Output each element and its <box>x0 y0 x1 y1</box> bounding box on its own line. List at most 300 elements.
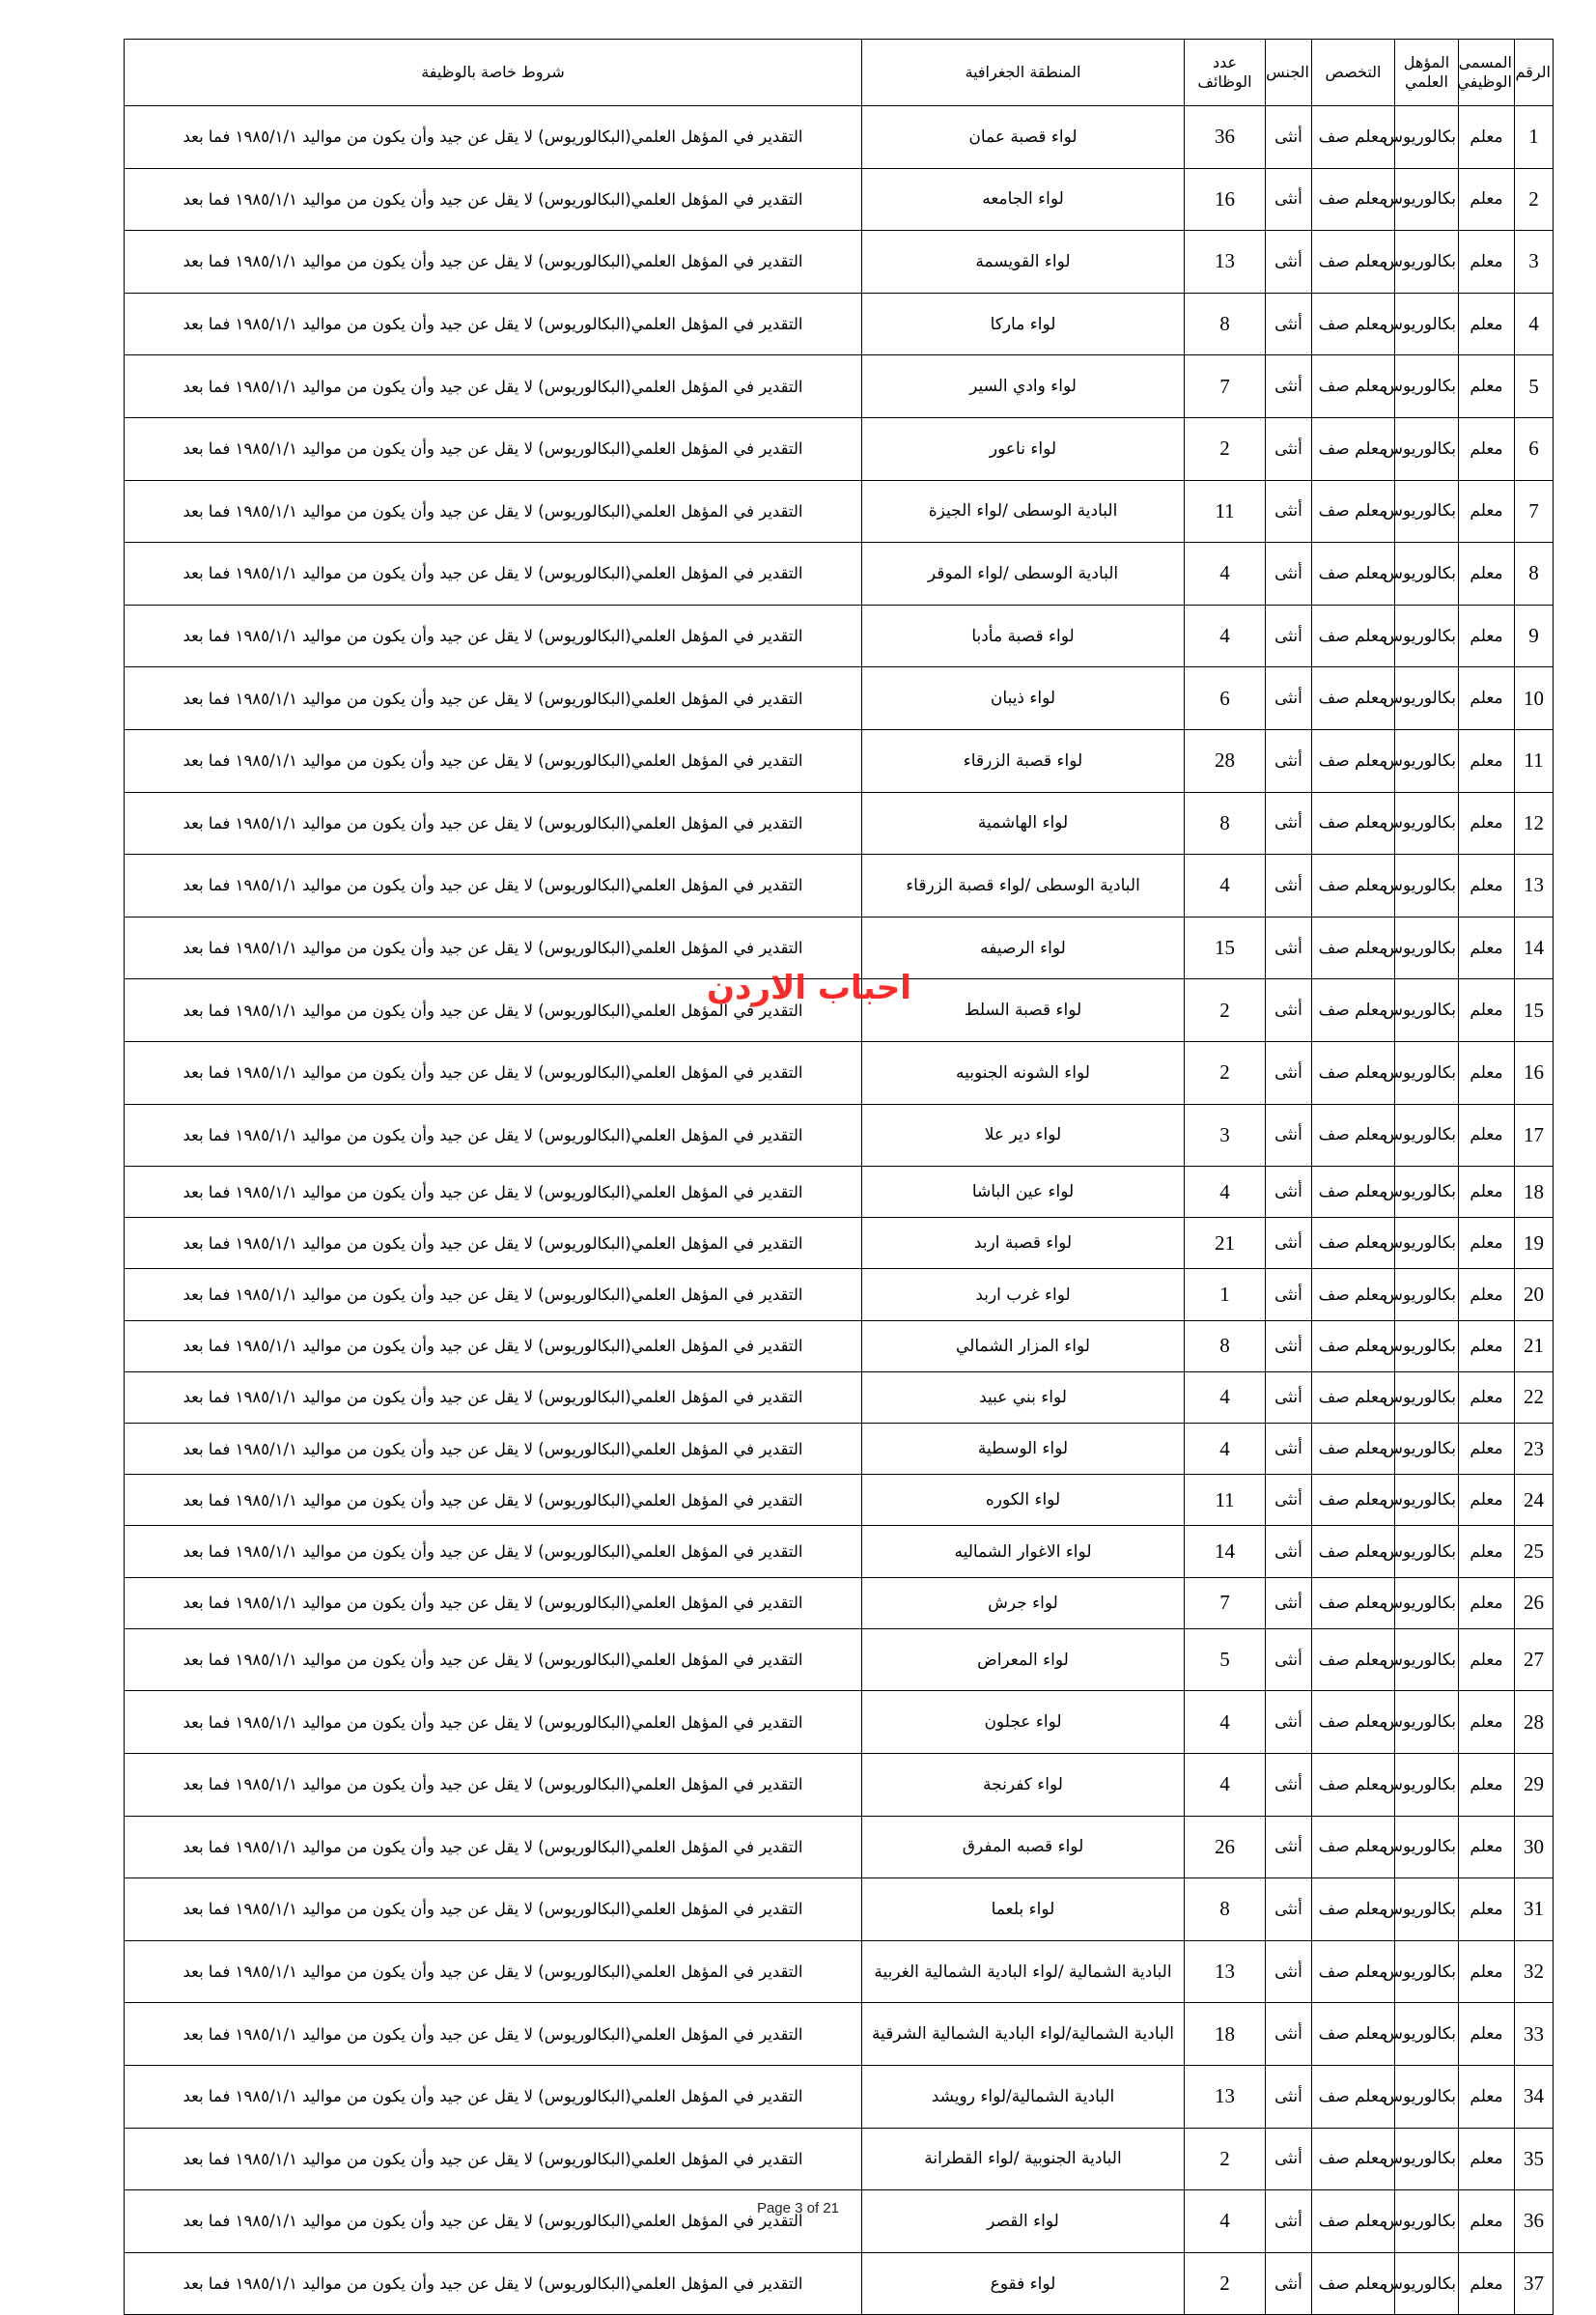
cell-count: 18 <box>1185 2003 1266 2066</box>
table-row <box>125 2065 1554 2128</box>
cell-title: معلم <box>1459 1104 1515 1167</box>
cell-title: معلم <box>1459 792 1515 855</box>
cell-specialization: معلم صف <box>1312 106 1395 169</box>
cell-qualification: بكالوريوس <box>1395 855 1459 918</box>
cell-title: معلم <box>1459 293 1515 355</box>
table-row <box>125 792 1554 855</box>
table-row <box>125 168 1554 231</box>
cell-specialization: معلم صف <box>1312 1475 1395 1526</box>
cell-gender: أنثى <box>1266 1424 1312 1475</box>
cell-gender: أنثى <box>1266 417 1312 480</box>
cell-qualification: بكالوريوس <box>1395 1628 1459 1691</box>
cell-qualification: بكالوريوس <box>1395 543 1459 606</box>
table-row <box>125 1167 1554 1218</box>
header-gender: الجنس <box>1266 40 1312 106</box>
cell-region: لواء القويسمة <box>862 231 1185 294</box>
cell-gender: أنثى <box>1266 1577 1312 1628</box>
cell-specialization: معلم صف <box>1312 667 1395 730</box>
cell-gender: أنثى <box>1266 1167 1312 1218</box>
cell-region: لواء قصبة مأدبا <box>862 605 1185 667</box>
cell-count: 4 <box>1185 855 1266 918</box>
cell-title: معلم <box>1459 729 1515 792</box>
table-row <box>125 729 1554 792</box>
cell-region: لواء القصر <box>862 2190 1185 2253</box>
cell-gender: أنثى <box>1266 1940 1312 2003</box>
cell-count: 11 <box>1185 480 1266 543</box>
cell-gender: أنثى <box>1266 1526 1312 1577</box>
cell-region: البادية الوسطى /لواء قصبة الزرقاء <box>862 855 1185 918</box>
cell-conditions: التقدير في المؤهل العلمي(البكالوريوس) لا يقل عن جيد وأن يكون من مواليد ١٩٨٥/١/١ فما بعد <box>125 1041 862 1104</box>
cell-specialization: معلم صف <box>1312 729 1395 792</box>
cell-title: معلم <box>1459 979 1515 1042</box>
cell-title: معلم <box>1459 2252 1515 2315</box>
cell-count: 36 <box>1185 106 1266 169</box>
cell-title: معلم <box>1459 2065 1515 2128</box>
table-row <box>125 543 1554 606</box>
table-row <box>125 667 1554 730</box>
cell-count: 14 <box>1185 1526 1266 1577</box>
cell-num: 15 <box>1515 979 1554 1042</box>
cell-region: البادية الشمالية/لواء رويشد <box>862 2065 1185 2128</box>
cell-conditions: التقدير في المؤهل العلمي(البكالوريوس) لا يقل عن جيد وأن يكون من مواليد ١٩٨٥/١/١ فما بعد <box>125 1475 862 1526</box>
cell-num: 13 <box>1515 855 1554 918</box>
cell-region: لواء ماركا <box>862 293 1185 355</box>
cell-title: معلم <box>1459 1424 1515 1475</box>
cell-qualification: بكالوريوس <box>1395 417 1459 480</box>
cell-conditions: التقدير في المؤهل العلمي(البكالوريوس) لا يقل عن جيد وأن يكون من مواليد ١٩٨٥/١/١ فما بعد <box>125 2065 862 2128</box>
cell-specialization: معلم صف <box>1312 2003 1395 2066</box>
cell-gender: أنثى <box>1266 231 1312 294</box>
cell-conditions: التقدير في المؤهل العلمي(البكالوريوس) لا يقل عن جيد وأن يكون من مواليد ١٩٨٥/١/١ فما بعد <box>125 2003 862 2066</box>
cell-title: معلم <box>1459 917 1515 979</box>
table-row <box>125 1691 1554 1754</box>
cell-count: 1 <box>1185 1269 1266 1320</box>
cell-num: 24 <box>1515 1475 1554 1526</box>
cell-count: 4 <box>1185 1371 1266 1423</box>
cell-conditions: التقدير في المؤهل العلمي(البكالوريوس) لا يقل عن جيد وأن يكون من مواليد ١٩٨٥/١/١ فما بعد <box>125 1424 862 1475</box>
cell-title: معلم <box>1459 2128 1515 2190</box>
cell-specialization: معلم صف <box>1312 1320 1395 1371</box>
cell-count: 13 <box>1185 1940 1266 2003</box>
cell-title: معلم <box>1459 605 1515 667</box>
cell-region: لواء الجامعه <box>862 168 1185 231</box>
cell-num: 10 <box>1515 667 1554 730</box>
cell-qualification: بكالوريوس <box>1395 1577 1459 1628</box>
header-specialization: التخصص <box>1312 40 1395 106</box>
table-row <box>125 2003 1554 2066</box>
cell-gender: أنثى <box>1266 917 1312 979</box>
cell-specialization: معلم صف <box>1312 1878 1395 1941</box>
cell-gender: أنثى <box>1266 1320 1312 1371</box>
cell-qualification: بكالوريوس <box>1395 1526 1459 1577</box>
cell-specialization: معلم صف <box>1312 231 1395 294</box>
header-conditions: شروط خاصة بالوظيفة <box>125 40 862 106</box>
cell-conditions: التقدير في المؤهل العلمي(البكالوريوس) لا يقل عن جيد وأن يكون من مواليد ١٩٨٥/١/١ فما بعد <box>125 480 862 543</box>
table-row <box>125 1753 1554 1816</box>
cell-qualification: بكالوريوس <box>1395 1940 1459 2003</box>
cell-gender: أنثى <box>1266 1691 1312 1754</box>
cell-qualification: بكالوريوس <box>1395 2190 1459 2253</box>
cell-region: لواء المزار الشمالي <box>862 1320 1185 1371</box>
cell-gender: أنثى <box>1266 979 1312 1042</box>
cell-num: 33 <box>1515 2003 1554 2066</box>
cell-region: لواء الوسطية <box>862 1424 1185 1475</box>
cell-gender: أنثى <box>1266 2190 1312 2253</box>
cell-specialization: معلم صف <box>1312 1816 1395 1878</box>
cell-qualification: بكالوريوس <box>1395 2003 1459 2066</box>
cell-region: لواء بني عبيد <box>862 1371 1185 1423</box>
table-row <box>125 2128 1554 2190</box>
header-count: عدد الوظائف <box>1185 40 1266 106</box>
cell-num: 8 <box>1515 543 1554 606</box>
cell-count: 2 <box>1185 417 1266 480</box>
cell-conditions: التقدير في المؤهل العلمي(البكالوريوس) لا يقل عن جيد وأن يكون من مواليد ١٩٨٥/١/١ فما بعد <box>125 792 862 855</box>
cell-conditions: التقدير في المؤهل العلمي(البكالوريوس) لا يقل عن جيد وأن يكون من مواليد ١٩٨٥/١/١ فما بعد <box>125 979 862 1042</box>
table-row <box>125 231 1554 294</box>
cell-specialization: معلم صف <box>1312 168 1395 231</box>
cell-specialization: معلم صف <box>1312 1104 1395 1167</box>
cell-conditions: التقدير في المؤهل العلمي(البكالوريوس) لا يقل عن جيد وأن يكون من مواليد ١٩٨٥/١/١ فما بعد <box>125 1167 862 1218</box>
cell-title: معلم <box>1459 1371 1515 1423</box>
cell-count: 2 <box>1185 1041 1266 1104</box>
cell-title: معلم <box>1459 1218 1515 1269</box>
cell-count: 4 <box>1185 1167 1266 1218</box>
cell-gender: أنثى <box>1266 480 1312 543</box>
cell-conditions: التقدير في المؤهل العلمي(البكالوريوس) لا يقل عن جيد وأن يكون من مواليد ١٩٨٥/١/١ فما بعد <box>125 293 862 355</box>
cell-num: 1 <box>1515 106 1554 169</box>
cell-gender: أنثى <box>1266 1104 1312 1167</box>
cell-title: معلم <box>1459 2190 1515 2253</box>
cell-region: البادية الشمالية /لواء البادية الشمالية الغربية <box>862 1940 1185 2003</box>
cell-gender: أنثى <box>1266 1628 1312 1691</box>
cell-specialization: معلم صف <box>1312 605 1395 667</box>
cell-num: 37 <box>1515 2252 1554 2315</box>
cell-num: 23 <box>1515 1424 1554 1475</box>
cell-specialization: معلم صف <box>1312 1424 1395 1475</box>
cell-specialization: معلم صف <box>1312 417 1395 480</box>
cell-title: معلم <box>1459 1816 1515 1878</box>
cell-specialization: معلم صف <box>1312 1628 1395 1691</box>
cell-gender: أنثى <box>1266 2252 1312 2315</box>
cell-conditions: التقدير في المؤهل العلمي(البكالوريوس) لا يقل عن جيد وأن يكون من مواليد ١٩٨٥/١/١ فما بعد <box>125 231 862 294</box>
cell-qualification: بكالوريوس <box>1395 2065 1459 2128</box>
cell-conditions: التقدير في المؤهل العلمي(البكالوريوس) لا يقل عن جيد وأن يكون من مواليد ١٩٨٥/١/١ فما بعد <box>125 1320 862 1371</box>
table-row <box>125 1475 1554 1526</box>
cell-count: 21 <box>1185 1218 1266 1269</box>
cell-qualification: بكالوريوس <box>1395 1691 1459 1754</box>
cell-title: معلم <box>1459 1475 1515 1526</box>
cell-qualification: بكالوريوس <box>1395 2252 1459 2315</box>
jobs-table <box>124 39 1554 2315</box>
cell-count: 8 <box>1185 293 1266 355</box>
cell-title: معلم <box>1459 106 1515 169</box>
cell-count: 7 <box>1185 355 1266 418</box>
cell-specialization: معلم صف <box>1312 1691 1395 1754</box>
cell-gender: أنثى <box>1266 855 1312 918</box>
table-row <box>125 1628 1554 1691</box>
cell-num: 6 <box>1515 417 1554 480</box>
table-row <box>125 417 1554 480</box>
cell-qualification: بكالوريوس <box>1395 1269 1459 1320</box>
cell-title: معلم <box>1459 855 1515 918</box>
cell-qualification: بكالوريوس <box>1395 480 1459 543</box>
table-row <box>125 1940 1554 2003</box>
cell-title: معلم <box>1459 2003 1515 2066</box>
header-qualification: المؤهل العلمي <box>1395 40 1459 106</box>
cell-count: 11 <box>1185 1475 1266 1526</box>
cell-num: 26 <box>1515 1577 1554 1628</box>
cell-count: 6 <box>1185 667 1266 730</box>
cell-gender: أنثى <box>1266 729 1312 792</box>
cell-conditions: التقدير في المؤهل العلمي(البكالوريوس) لا يقل عن جيد وأن يكون من مواليد ١٩٨٥/١/١ فما بعد <box>125 1628 862 1691</box>
cell-specialization: معلم صف <box>1312 1371 1395 1423</box>
cell-num: 35 <box>1515 2128 1554 2190</box>
cell-count: 4 <box>1185 605 1266 667</box>
cell-region: البادية الشمالية/لواء البادية الشمالية الشرقية <box>862 2003 1185 2066</box>
cell-specialization: معلم صف <box>1312 293 1395 355</box>
cell-qualification: بكالوريوس <box>1395 106 1459 169</box>
table-row <box>125 979 1554 1042</box>
cell-num: 20 <box>1515 1269 1554 1320</box>
cell-conditions: التقدير في المؤهل العلمي(البكالوريوس) لا يقل عن جيد وأن يكون من مواليد ١٩٨٥/١/١ فما بعد <box>125 2190 862 2253</box>
cell-specialization: معلم صف <box>1312 480 1395 543</box>
cell-specialization: معلم صف <box>1312 979 1395 1042</box>
cell-gender: أنثى <box>1266 2065 1312 2128</box>
cell-conditions: التقدير في المؤهل العلمي(البكالوريوس) لا يقل عن جيد وأن يكون من مواليد ١٩٨٥/١/١ فما بعد <box>125 1577 862 1628</box>
cell-region: لواء عين الباشا <box>862 1167 1185 1218</box>
cell-count: 2 <box>1185 2128 1266 2190</box>
cell-title: معلم <box>1459 231 1515 294</box>
table-row <box>125 605 1554 667</box>
cell-conditions: التقدير في المؤهل العلمي(البكالوريوس) لا يقل عن جيد وأن يكون من مواليد ١٩٨٥/١/١ فما بعد <box>125 1526 862 1577</box>
cell-specialization: معلم صف <box>1312 1218 1395 1269</box>
cell-region: لواء المعراض <box>862 1628 1185 1691</box>
cell-count: 4 <box>1185 1691 1266 1754</box>
cell-specialization: معلم صف <box>1312 855 1395 918</box>
cell-qualification: بكالوريوس <box>1395 1878 1459 1941</box>
table-row <box>125 1269 1554 1320</box>
cell-region: البادية الوسطى /لواء الجيزة <box>862 480 1185 543</box>
page-number: Page 3 of 21 <box>756 2200 840 2216</box>
table-header-row <box>125 40 1554 106</box>
cell-gender: أنثى <box>1266 1371 1312 1423</box>
cell-specialization: معلم صف <box>1312 1269 1395 1320</box>
cell-num: 2 <box>1515 168 1554 231</box>
cell-count: 4 <box>1185 543 1266 606</box>
cell-num: 21 <box>1515 1320 1554 1371</box>
cell-region: لواء جرش <box>862 1577 1185 1628</box>
cell-region: لواء فقوع <box>862 2252 1185 2315</box>
table-body <box>125 106 1554 2315</box>
cell-specialization: معلم صف <box>1312 1041 1395 1104</box>
cell-title: معلم <box>1459 667 1515 730</box>
cell-count: 2 <box>1185 979 1266 1042</box>
table-row <box>125 1878 1554 1941</box>
cell-num: 25 <box>1515 1526 1554 1577</box>
table-row <box>125 1816 1554 1878</box>
cell-region: لواء عجلون <box>862 1691 1185 1754</box>
cell-qualification: بكالوريوس <box>1395 1753 1459 1816</box>
cell-region: لواء غرب اربد <box>862 1269 1185 1320</box>
cell-conditions: التقدير في المؤهل العلمي(البكالوريوس) لا يقل عن جيد وأن يكون من مواليد ١٩٨٥/١/١ فما بعد <box>125 1691 862 1754</box>
cell-region: البادية الجنوبية /لواء القطرانة <box>862 2128 1185 2190</box>
table-row <box>125 106 1554 169</box>
cell-conditions: التقدير في المؤهل العلمي(البكالوريوس) لا يقل عن جيد وأن يكون من مواليد ١٩٨٥/١/١ فما بعد <box>125 605 862 667</box>
cell-specialization: معلم صف <box>1312 1940 1395 2003</box>
cell-num: 28 <box>1515 1691 1554 1754</box>
cell-qualification: بكالوريوس <box>1395 231 1459 294</box>
cell-conditions: التقدير في المؤهل العلمي(البكالوريوس) لا يقل عن جيد وأن يكون من مواليد ١٩٨٥/١/١ فما بعد <box>125 2128 862 2190</box>
cell-count: 4 <box>1185 1753 1266 1816</box>
cell-conditions: التقدير في المؤهل العلمي(البكالوريوس) لا يقل عن جيد وأن يكون من مواليد ١٩٨٥/١/١ فما بعد <box>125 1940 862 2003</box>
cell-region: لواء الاغوار الشماليه <box>862 1526 1185 1577</box>
cell-gender: أنثى <box>1266 2128 1312 2190</box>
cell-region: لواء قصبة الزرقاء <box>862 729 1185 792</box>
table-row <box>125 1424 1554 1475</box>
cell-num: 29 <box>1515 1753 1554 1816</box>
cell-count: 8 <box>1185 1878 1266 1941</box>
cell-conditions: التقدير في المؤهل العلمي(البكالوريوس) لا يقل عن جيد وأن يكون من مواليد ١٩٨٥/١/١ فما بعد <box>125 855 862 918</box>
cell-qualification: بكالوريوس <box>1395 1475 1459 1526</box>
cell-qualification: بكالوريوس <box>1395 1320 1459 1371</box>
cell-qualification: بكالوريوس <box>1395 1041 1459 1104</box>
cell-qualification: بكالوريوس <box>1395 1424 1459 1475</box>
cell-gender: أنثى <box>1266 1041 1312 1104</box>
cell-qualification: بكالوريوس <box>1395 917 1459 979</box>
table-row <box>125 855 1554 918</box>
cell-gender: أنثى <box>1266 1816 1312 1878</box>
cell-qualification: بكالوريوس <box>1395 1167 1459 1218</box>
cell-count: 26 <box>1185 1816 1266 1878</box>
cell-region: لواء قصبه المفرق <box>862 1816 1185 1878</box>
cell-specialization: معلم صف <box>1312 2128 1395 2190</box>
cell-conditions: التقدير في المؤهل العلمي(البكالوريوس) لا يقل عن جيد وأن يكون من مواليد ١٩٨٥/١/١ فما بعد <box>125 106 862 169</box>
table-row <box>125 1320 1554 1371</box>
cell-region: لواء ناعور <box>862 417 1185 480</box>
cell-num: 12 <box>1515 792 1554 855</box>
table-row <box>125 1218 1554 1269</box>
cell-qualification: بكالوريوس <box>1395 1218 1459 1269</box>
cell-qualification: بكالوريوس <box>1395 1816 1459 1878</box>
cell-num: 16 <box>1515 1041 1554 1104</box>
cell-specialization: معلم صف <box>1312 1577 1395 1628</box>
cell-qualification: بكالوريوس <box>1395 1104 1459 1167</box>
cell-num: 19 <box>1515 1218 1554 1269</box>
cell-conditions: التقدير في المؤهل العلمي(البكالوريوس) لا يقل عن جيد وأن يكون من مواليد ١٩٨٥/١/١ فما بعد <box>125 1218 862 1269</box>
cell-gender: أنثى <box>1266 2003 1312 2066</box>
cell-gender: أنثى <box>1266 1218 1312 1269</box>
cell-title: معلم <box>1459 480 1515 543</box>
cell-specialization: معلم صف <box>1312 2190 1395 2253</box>
cell-qualification: بكالوريوس <box>1395 792 1459 855</box>
cell-title: معلم <box>1459 1577 1515 1628</box>
cell-conditions: التقدير في المؤهل العلمي(البكالوريوس) لا يقل عن جيد وأن يكون من مواليد ١٩٨٥/١/١ فما بعد <box>125 667 862 730</box>
cell-region: لواء وادي السير <box>862 355 1185 418</box>
cell-conditions: التقدير في المؤهل العلمي(البكالوريوس) لا يقل عن جيد وأن يكون من مواليد ١٩٨٥/١/١ فما بعد <box>125 543 862 606</box>
cell-region: لواء دير علا <box>862 1104 1185 1167</box>
table-row <box>125 1041 1554 1104</box>
cell-conditions: التقدير في المؤهل العلمي(البكالوريوس) لا يقل عن جيد وأن يكون من مواليد ١٩٨٥/١/١ فما بعد <box>125 355 862 418</box>
cell-region: لواء قصبة السلط <box>862 979 1185 1042</box>
cell-num: 36 <box>1515 2190 1554 2253</box>
table-row <box>125 917 1554 979</box>
cell-specialization: معلم صف <box>1312 2252 1395 2315</box>
table-row <box>125 293 1554 355</box>
cell-conditions: التقدير في المؤهل العلمي(البكالوريوس) لا يقل عن جيد وأن يكون من مواليد ١٩٨٥/١/١ فما بعد <box>125 168 862 231</box>
cell-conditions: التقدير في المؤهل العلمي(البكالوريوس) لا يقل عن جيد وأن يكون من مواليد ١٩٨٥/١/١ فما بعد <box>125 729 862 792</box>
cell-count: 4 <box>1185 2190 1266 2253</box>
header-num: الرقم <box>1515 40 1554 106</box>
cell-qualification: بكالوريوس <box>1395 168 1459 231</box>
cell-num: 22 <box>1515 1371 1554 1423</box>
cell-gender: أنثى <box>1266 667 1312 730</box>
cell-gender: أنثى <box>1266 168 1312 231</box>
cell-conditions: التقدير في المؤهل العلمي(البكالوريوس) لا يقل عن جيد وأن يكون من مواليد ١٩٨٥/١/١ فما بعد <box>125 1104 862 1167</box>
cell-specialization: معلم صف <box>1312 543 1395 606</box>
cell-specialization: معلم صف <box>1312 917 1395 979</box>
cell-num: 5 <box>1515 355 1554 418</box>
cell-conditions: التقدير في المؤهل العلمي(البكالوريوس) لا يقل عن جيد وأن يكون من مواليد ١٩٨٥/١/١ فما بعد <box>125 1371 862 1423</box>
table-row <box>125 1526 1554 1577</box>
cell-count: 8 <box>1185 792 1266 855</box>
cell-specialization: معلم صف <box>1312 1753 1395 1816</box>
cell-region: لواء بلعما <box>862 1878 1185 1941</box>
watermark-text: احباب الاردن <box>707 969 911 1007</box>
cell-count: 13 <box>1185 2065 1266 2128</box>
cell-qualification: بكالوريوس <box>1395 2128 1459 2190</box>
cell-qualification: بكالوريوس <box>1395 667 1459 730</box>
cell-title: معلم <box>1459 1691 1515 1754</box>
cell-title: معلم <box>1459 1878 1515 1941</box>
cell-title: معلم <box>1459 1526 1515 1577</box>
cell-conditions: التقدير في المؤهل العلمي(البكالوريوس) لا يقل عن جيد وأن يكون من مواليد ١٩٨٥/١/١ فما بعد <box>125 917 862 979</box>
cell-num: 18 <box>1515 1167 1554 1218</box>
cell-specialization: معلم صف <box>1312 1167 1395 1218</box>
cell-region: لواء قصبة اربد <box>862 1218 1185 1269</box>
cell-qualification: بكالوريوس <box>1395 605 1459 667</box>
cell-title: معلم <box>1459 1628 1515 1691</box>
cell-region: لواء الشونه الجنوبيه <box>862 1041 1185 1104</box>
cell-gender: أنثى <box>1266 293 1312 355</box>
table-row <box>125 1577 1554 1628</box>
cell-num: 30 <box>1515 1816 1554 1878</box>
cell-qualification: بكالوريوس <box>1395 979 1459 1042</box>
cell-region: لواء الرصيفه <box>862 917 1185 979</box>
cell-conditions: التقدير في المؤهل العلمي(البكالوريوس) لا يقل عن جيد وأن يكون من مواليد ١٩٨٥/١/١ فما بعد <box>125 1753 862 1816</box>
cell-num: 3 <box>1515 231 1554 294</box>
cell-qualification: بكالوريوس <box>1395 1371 1459 1423</box>
cell-title: معلم <box>1459 1940 1515 2003</box>
cell-gender: أنثى <box>1266 792 1312 855</box>
cell-qualification: بكالوريوس <box>1395 355 1459 418</box>
table-row <box>125 355 1554 418</box>
cell-gender: أنثى <box>1266 1269 1312 1320</box>
cell-conditions: التقدير في المؤهل العلمي(البكالوريوس) لا يقل عن جيد وأن يكون من مواليد ١٩٨٥/١/١ فما بعد <box>125 1816 862 1878</box>
cell-num: 7 <box>1515 480 1554 543</box>
cell-num: 17 <box>1515 1104 1554 1167</box>
cell-conditions: التقدير في المؤهل العلمي(البكالوريوس) لا يقل عن جيد وأن يكون من مواليد ١٩٨٥/١/١ فما بعد <box>125 1878 862 1941</box>
table-row <box>125 480 1554 543</box>
cell-qualification: بكالوريوس <box>1395 293 1459 355</box>
cell-specialization: معلم صف <box>1312 1526 1395 1577</box>
cell-count: 7 <box>1185 1577 1266 1628</box>
cell-gender: أنثى <box>1266 106 1312 169</box>
cell-gender: أنثى <box>1266 355 1312 418</box>
cell-title: معلم <box>1459 543 1515 606</box>
cell-region: لواء كفرنجة <box>862 1753 1185 1816</box>
header-region: المنطقة الجغرافية <box>862 40 1185 106</box>
cell-count: 28 <box>1185 729 1266 792</box>
